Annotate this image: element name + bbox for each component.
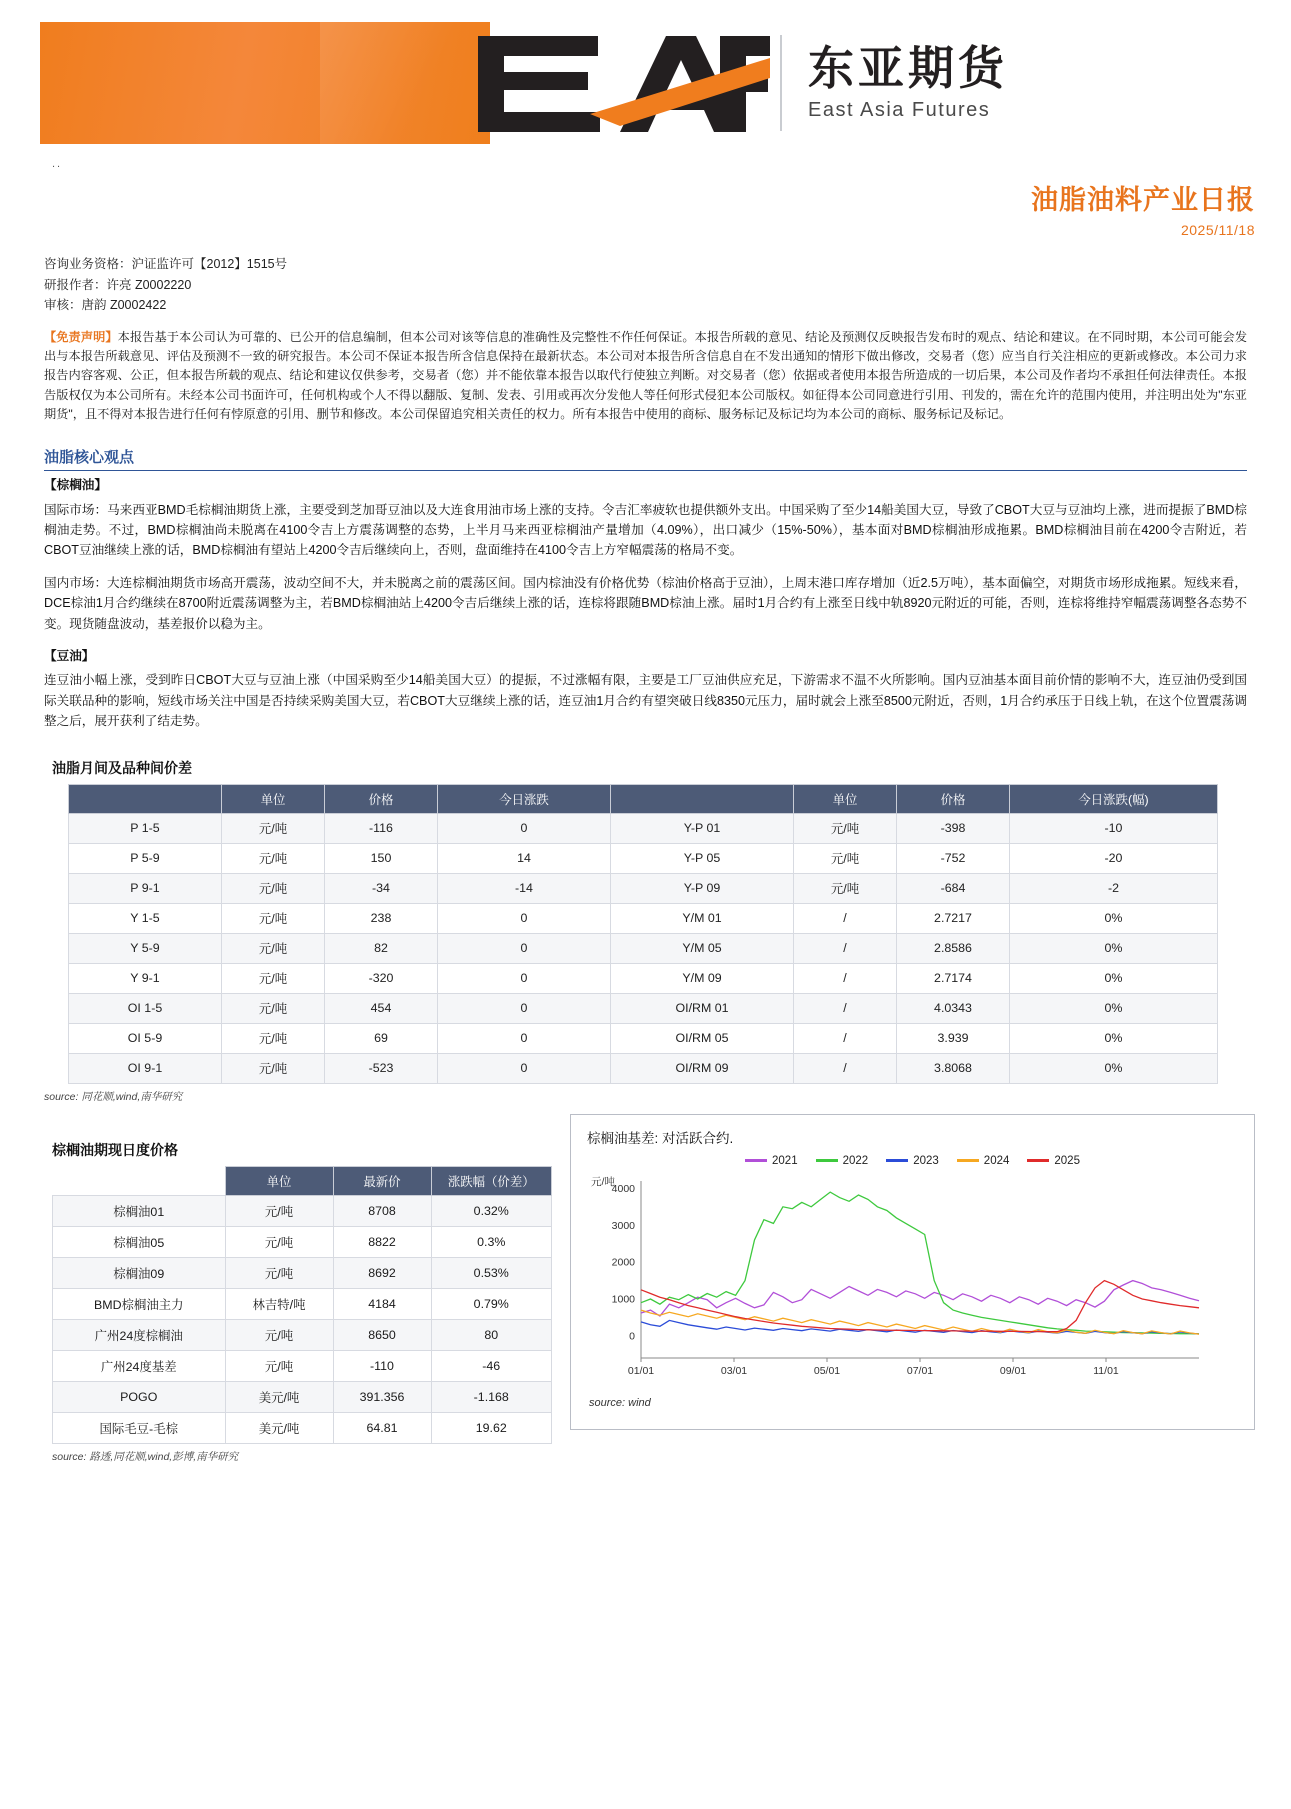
col-right-unit: 单位 [794,784,897,813]
cell-left-price: 82 [325,933,438,963]
cell-change: 80 [431,1319,552,1350]
table-row [69,993,1218,1023]
col-left-price: 价格 [325,784,438,813]
cell-right-unit: / [794,1023,897,1053]
basis-chart [583,1169,1213,1384]
cell-right-name: Y/M 09 [611,963,794,993]
legend-swatch [957,1159,979,1162]
cell-left-change: 0 [438,1023,611,1053]
cell-change: 0.53% [431,1257,552,1288]
cell-right-change: -2 [1010,873,1218,903]
cell-right-change: 0% [1010,933,1218,963]
cell-left-name: OI 5-9 [69,1023,222,1053]
cell-left-change: 0 [438,963,611,993]
cell-product-name: BMD棕榈油主力 [53,1288,226,1319]
col-left-change: 今日涨跌 [438,784,611,813]
cell-right-price: 2.7174 [897,963,1010,993]
cell-left-change: 0 [438,993,611,1023]
cell-right-name: OI/RM 01 [611,993,794,1023]
soybean-oil-heading: 【豆油】 [44,648,95,663]
cell-product-name: 广州24度棕榈油 [53,1319,226,1350]
cell-right-price: 3.939 [897,1023,1010,1053]
table-row [69,1053,1218,1083]
cell-left-price: 238 [325,903,438,933]
legend-label: 2022 [842,1154,869,1167]
chart-source: source: wind [589,1396,651,1409]
col-right-change: 今日涨跌(幅) [1010,784,1218,813]
cell-left-unit: 元/吨 [222,933,325,963]
table-row [69,873,1218,903]
cell-left-name: OI 1-5 [69,993,222,1023]
cell-left-price: -34 [325,873,438,903]
cell-left-name: P 1-5 [69,813,222,843]
palm-oil-heading: 【棕榈油】 [44,478,107,493]
report-meta [44,254,1291,316]
cell-left-name: P 5-9 [69,843,222,873]
legend-label: 2023 [913,1154,939,1167]
cell-right-change: 0% [1010,903,1218,933]
eaf-logo-icon [470,28,770,138]
cell-right-change: -20 [1010,843,1218,873]
soybean-oil-text: 连豆油小幅上涨，受到昨日CBOT大豆与豆油上涨（中国采购至少14船美国大豆）的提振，不过涨幅有限，主要是工厂豆油供应充足，下游需求不温不火所影响。国内豆油基本面目前价情的影响不大，连豆油仍受到国际关联品种的影响，短线市场关注中国是否持续采购美国大豆，若CBOT大豆继续上涨的话，连豆油1月合约有望突破日线8350元压力，届时就会上涨至8500元附近，否则，1月合约承压于日线上轨，在这个位置震荡调整之后，展开获利了结走势。 [44,673,1247,729]
cell-product-name: 棕榈油01 [53,1195,226,1226]
cell-product-name: 广州24度基差 [53,1350,226,1381]
svg-text:4000: 4000 [611,1182,635,1195]
legend-item [886,1155,939,1167]
legend-swatch [886,1159,908,1162]
col-right-name [611,784,794,813]
cell-change: 0.79% [431,1288,552,1319]
cell-left-unit: 元/吨 [222,873,325,903]
price-table [52,1166,552,1444]
cell-right-unit: / [794,933,897,963]
legend-label: 2025 [1054,1154,1080,1167]
table-row [53,1319,552,1350]
cell-left-price: 150 [325,843,438,873]
cell-left-unit: 元/吨 [222,1023,325,1053]
report-date: 2025/11/18 [1180,222,1255,238]
cell-left-price: -523 [325,1053,438,1083]
spread-table [68,784,1218,1084]
cell-left-name: Y 1-5 [69,903,222,933]
disclaimer-text: 本报告基于本公司认为可靠的、已公开的信息编制，但本公司对该等信息的准确性及完整性不作任何保证。本报告所载的意见、结论及预测仅反映报告发布时的观点、结论和建议。在不同时期，本公司可能会发出与本报告所载意见、评估及预测不一致的研究报告。本公司不保证本报告所含信息保持在最新状态。本公司对本报告所含信息自在不发出通知的情形下做出修改，交易者（您）应当自行关注相应的更新或修改。本公司力求报告内容客观、公正，但本报告所载的观点、结论和建议仅供参考，交易者（您）并不能依靠本报告以取代行使独立判断。对交易者（您）依据或者使用本报告所造成的一切后果，本公司及作者均不承担任何法律责任。本报告版权仅为本公司所有。未经本公司书面许可，任何机构或个人不得以翻版、复制、发表、引用或再次分发他人等任何形式侵犯本公司版权。如征得本公司同意进行引用、刊发的，需在允许的范围内使用，并注明出处为"东亚期货"，且不得对本报告进行任何有悖原意的引用、删节和修改。本公司保留追究相关责任的权力。所有本报告中使用的商标、服务标记及标记均为本公司的商标、服务标记及标记。 [44,329,1248,421]
cell-change: 19.62 [431,1412,552,1443]
cell-unit: 美元/吨 [225,1381,333,1412]
legend-label: 2021 [772,1154,798,1167]
cell-unit: 美元/吨 [225,1412,333,1443]
cell-right-change: 0% [1010,1023,1218,1053]
cell-product-name: 棕榈油05 [53,1226,226,1257]
svg-text:11/01: 11/01 [1093,1364,1119,1377]
table-row [53,1412,552,1443]
table-row [69,1023,1218,1053]
svg-text:01/01: 01/01 [627,1364,655,1377]
cell-product-name: POGO [53,1381,226,1412]
table-row [53,1257,552,1288]
cell-last-price: 64.81 [333,1412,431,1443]
cell-change: -46 [431,1350,552,1381]
cell-right-price: 2.7217 [897,903,1010,933]
cell-right-unit: / [794,903,897,933]
table-row [53,1381,552,1412]
svg-text:07/01: 07/01 [906,1364,934,1377]
palm-oil-domestic: 国内市场：大连棕榈油期货市场高开震荡，波动空间不大，并未脱离之前的震荡区间。国内棕油没有价格优势（棕油价格高于豆油），上周末港口库存增加（近2.5万吨），基本面偏空，对期货市场形成拖累。短线来看，DCE棕油1月合约继续在8700附近震荡调整为主，若BMD棕榈油站上4200令吉后继续上涨的话，连棕将跟随BMD棕油上涨。届时1月合约有上涨至日线中轨8920元附近的可能，否则，连棕将维持窄幅震荡调整各态势不变。现货随盘波动，基差报价以稳为主。 [44,575,1247,631]
price-col-last: 最新价 [333,1166,431,1195]
header-dots: .. [52,158,63,170]
table-header-row [53,1166,552,1195]
price-table-source: source: 路透,同花顺,wind,彭博,南华研究 [52,1450,239,1463]
cell-unit: 元/吨 [225,1226,333,1257]
cell-last-price: 8650 [333,1319,431,1350]
price-col-name [53,1166,226,1195]
legend-item [957,1155,1010,1167]
section-core-view-heading: 油脂核心观点 [44,446,1247,471]
price-col-unit: 单位 [225,1166,333,1195]
table-row [53,1288,552,1319]
price-table-title: 棕榈油期现日度价格 [52,1141,178,1158]
price-col-change: 涨跌幅（价差） [431,1166,552,1195]
table-row [69,933,1218,963]
cell-last-price: 4184 [333,1288,431,1319]
cell-last-price: 8822 [333,1226,431,1257]
cell-right-unit: 元/吨 [794,873,897,903]
cell-right-unit: / [794,1053,897,1083]
cell-right-change: 0% [1010,993,1218,1023]
meta-author: 研报作者：许亮 Z0002220 [44,277,192,292]
table-row [69,903,1218,933]
col-left-unit: 单位 [222,784,325,813]
cell-left-unit: 元/吨 [222,963,325,993]
col-left-name [69,784,222,813]
cell-right-change: 0% [1010,963,1218,993]
svg-text:元/吨: 元/吨 [591,1175,615,1188]
table-row [69,963,1218,993]
cell-unit: 元/吨 [225,1319,333,1350]
legend-swatch [816,1159,838,1162]
cell-change: -1.168 [431,1381,552,1412]
cell-right-name: OI/RM 05 [611,1023,794,1053]
cell-right-price: 3.8068 [897,1053,1010,1083]
cell-left-unit: 元/吨 [222,813,325,843]
cell-change: 0.3% [431,1226,552,1257]
legend-item [816,1155,869,1167]
table-row [53,1350,552,1381]
legend-item [745,1155,798,1167]
brand-name-en: East Asia Futures [808,98,991,121]
cell-left-price: -320 [325,963,438,993]
chart-legend [583,1155,1242,1167]
title-block [0,178,1291,238]
cell-left-name: P 9-1 [69,873,222,903]
lower-section [0,1114,1291,1464]
brand-block [470,20,1261,146]
legend-label: 2024 [983,1154,1010,1167]
cell-last-price: 8692 [333,1257,431,1288]
cell-left-unit: 元/吨 [222,993,325,1023]
cell-left-price: 454 [325,993,438,1023]
legend-item [1027,1155,1080,1167]
cell-right-unit: 元/吨 [794,843,897,873]
cell-right-name: Y/M 01 [611,903,794,933]
cell-right-price: 2.8586 [897,933,1010,963]
cell-right-name: Y/M 05 [611,933,794,963]
cell-unit: 元/吨 [225,1195,333,1226]
table-row [53,1195,552,1226]
cell-last-price: 8708 [333,1195,431,1226]
table-header-row [69,784,1218,813]
cell-right-name: Y-P 01 [611,813,794,843]
cell-right-unit: / [794,993,897,1023]
cell-last-price: -110 [333,1350,431,1381]
cell-unit: 元/吨 [225,1350,333,1381]
page-title: 油脂油料产业日报 [1031,185,1255,215]
chart-title: 棕榈油基差: 对活跃合约. [587,1130,734,1146]
disclaimer [44,328,1247,424]
svg-text:1000: 1000 [611,1293,635,1305]
table-row [69,843,1218,873]
cell-left-name: Y 5-9 [69,933,222,963]
legend-swatch [1027,1159,1049,1162]
cell-left-change: 0 [438,933,611,963]
svg-text:03/01: 03/01 [720,1364,748,1377]
meta-qualification: 咨询业务资格：沪证监许可【2012】1515号 [44,257,288,271]
meta-reviewer: 审核：唐韵 Z0002422 [44,298,167,313]
cell-unit: 林吉特/吨 [225,1288,333,1319]
logo-divider [780,35,782,131]
cell-left-change: 0 [438,1053,611,1083]
legend-swatch [745,1159,767,1162]
brand-name-cn: 东亚期货 [808,42,1008,95]
svg-text:0: 0 [629,1329,635,1342]
table-row [69,813,1218,843]
svg-text:3000: 3000 [611,1219,635,1232]
cell-unit: 元/吨 [225,1257,333,1288]
table-row [53,1226,552,1257]
cell-right-unit: 元/吨 [794,813,897,843]
cell-product-name: 棕榈油09 [53,1257,226,1288]
orange-banner [40,22,490,144]
cell-left-name: Y 9-1 [69,963,222,993]
svg-text:05/01: 05/01 [813,1364,841,1377]
cell-change: 0.32% [431,1195,552,1226]
cell-left-price: 69 [325,1023,438,1053]
cell-left-unit: 元/吨 [222,843,325,873]
svg-text:2000: 2000 [611,1256,635,1269]
cell-right-price: 4.0343 [897,993,1010,1023]
page-header [0,0,1291,170]
col-right-price: 价格 [897,784,1010,813]
spread-table-title: 油脂月间及品种间价差 [52,759,192,776]
cell-right-unit: / [794,963,897,993]
cell-left-price: -116 [325,813,438,843]
cell-product-name: 国际毛豆-毛棕 [53,1412,226,1443]
cell-right-price: -398 [897,813,1010,843]
cell-left-change: -14 [438,873,611,903]
cell-right-name: Y-P 05 [611,843,794,873]
svg-text:09/01: 09/01 [999,1364,1027,1377]
cell-right-name: OI/RM 09 [611,1053,794,1083]
basis-chart-panel [570,1114,1255,1430]
palm-oil-international: 国际市场：马来西亚BMD毛棕榈油期货上涨，主要受到芝加哥豆油以及大连食用油市场上涨的支持。令吉汇率疲软也提供额外支出。中国采购了至少14船美国大豆，导致了CBOT大豆与豆油均上涨，进而提振了BMD棕榈油走势。不过，BMD棕榈油尚未脱离在4100令吉上方震荡调整的态势，上半月马来西亚棕榈油产量增加（4.09%），出口减少（15%-50%），基本面对BMD棕榈油形成拖累。BMD棕榈油目前在4200令吉附近，若CBOT豆油继续上涨的话，BMD棕榈油有望站上4200令吉后继续向上，否则，盘面维持在4100令吉上方窄幅震荡的格局不变。 [44,502,1248,558]
cell-left-unit: 元/吨 [222,903,325,933]
cell-left-unit: 元/吨 [222,1053,325,1083]
cell-left-name: OI 9-1 [69,1053,222,1083]
cell-right-price: -684 [897,873,1010,903]
cell-left-change: 14 [438,843,611,873]
cell-right-name: Y-P 09 [611,873,794,903]
cell-right-change: -10 [1010,813,1218,843]
cell-last-price: 391.356 [333,1381,431,1412]
disclaimer-tag: 【免责声明】 [44,329,118,344]
spread-table-source: source: 同花顺,wind,南华研究 [44,1090,183,1103]
cell-right-change: 0% [1010,1053,1218,1083]
cell-left-change: 0 [438,813,611,843]
cell-right-price: -752 [897,843,1010,873]
cell-left-change: 0 [438,903,611,933]
